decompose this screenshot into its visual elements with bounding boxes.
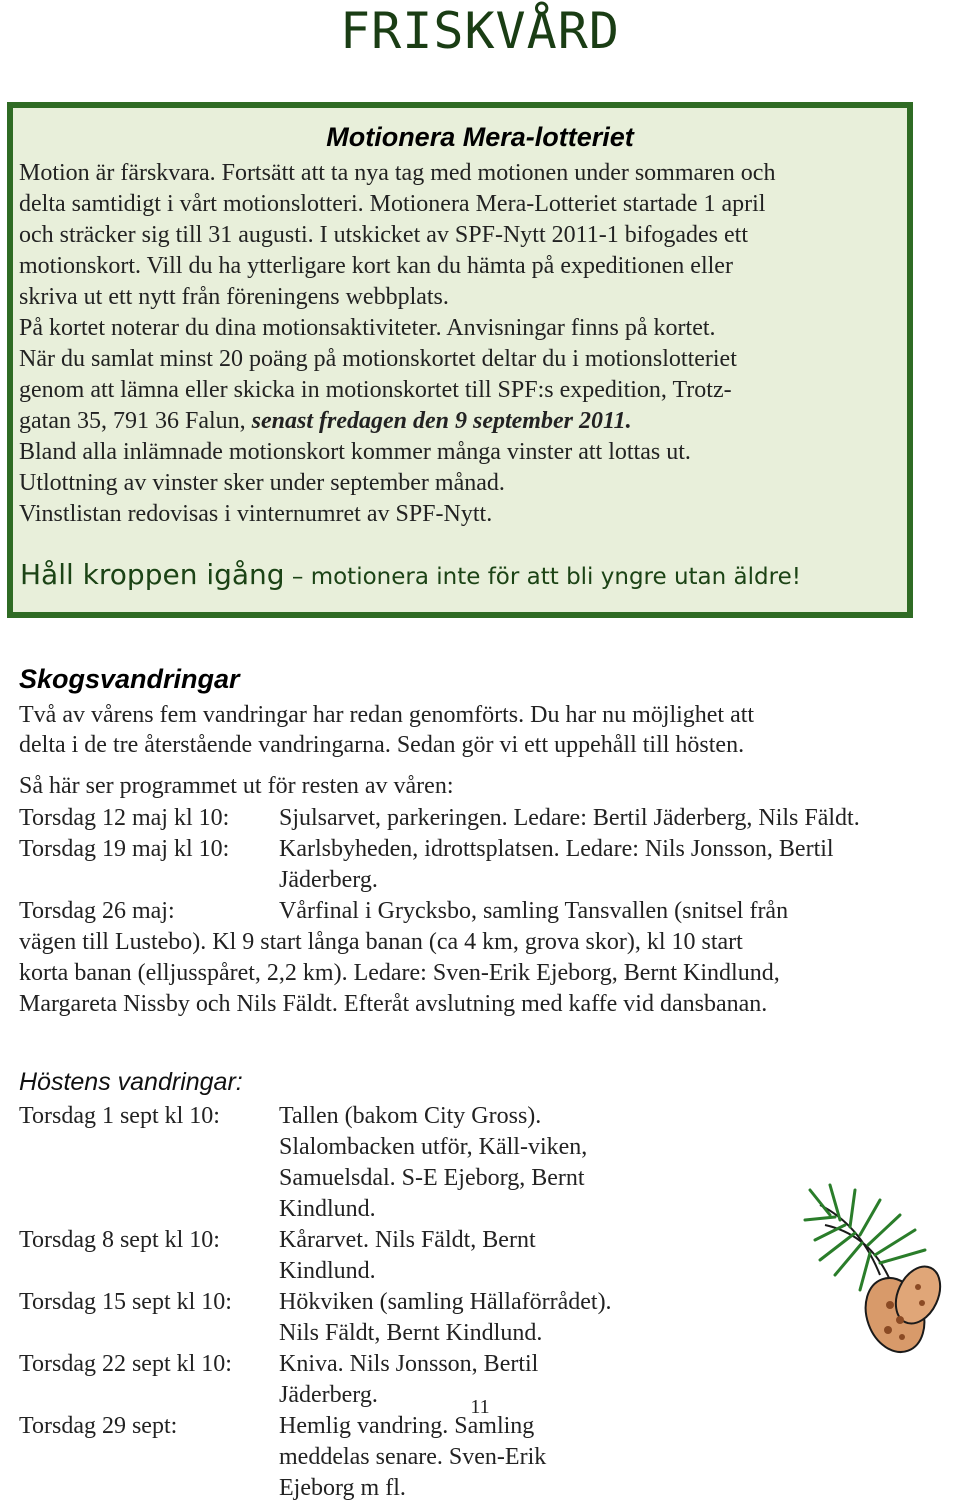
intro-line: delta i de tre återstående vandringarna. Sedan gör vi ett uppehåll till hösten. (19, 732, 745, 758)
schedule-row (19, 896, 899, 927)
schedule-date: Torsdag 8 sept kl 10: (19, 1227, 220, 1253)
lottery-line: Motion är färskvara. Fortsätt att ta nya tag med motionen under sommaren och (19, 160, 776, 186)
program-intro: Så här ser programmet ut för resten av våren: (19, 773, 454, 799)
schedule-details: Vårfinal i Grycksbo, samling Tansvallen (snitsel från (279, 898, 789, 924)
schedule-date: Torsdag 1 sept kl 10: (19, 1103, 220, 1129)
lottery-line: och sträcker sig till 31 augusti. I utskicket av SPF-Nytt 2011-1 bifogades ett (19, 222, 748, 248)
schedule-details: Karlsbyheden, idrottsplatsen. Ledare: Nils Jonsson, Bertil Jäderberg. (279, 836, 834, 893)
lottery-line: skriva ut ett nytt från föreningens webbplats. (19, 284, 449, 310)
lottery-line: delta samtidigt i vårt motionslotteri. Motionera Mera-Lotteriet startade 1 april (19, 191, 766, 217)
schedule-continuation: korta banan (elljusspåret, 2,2 km). Ledare: Sven-Erik Ejeborg, Bernt Kindlund, (19, 960, 780, 986)
lottery-heading: Motionera Mera-lotteriet (326, 122, 634, 152)
schedule-row (19, 803, 899, 834)
schedule-row (19, 1225, 619, 1287)
schedule-date: Torsdag 22 sept kl 10: (19, 1351, 232, 1377)
page-title: FRISKVÅRD (340, 2, 620, 60)
schedule-row (19, 1411, 619, 1504)
hiking-intro (19, 700, 754, 760)
pine-cone-icon (800, 1165, 950, 1360)
schedule-row (19, 834, 899, 896)
schedule-continuation: vägen till Lustebo). Kl 9 start långa banan (ca 4 km, grova skor), kl 10 start (19, 929, 743, 955)
intro-line: Två av vårens fem vandringar har redan genomförts. Du har nu möjlighet att (19, 702, 755, 728)
deadline-date: senast fredagen den 9 september 2011. (251, 408, 632, 434)
schedule-details: Kårarvet. Nils Fäldt, Bernt Kindlund. (279, 1227, 536, 1284)
schedule-continuation: Margareta Nissby och Nils Fäldt. Efteråt avslutning med kaffe vid dansbanan. (19, 991, 768, 1017)
schedule-date: Torsdag 26 maj: (19, 898, 175, 924)
schedule-date: Torsdag 15 sept kl 10: (19, 1289, 232, 1315)
schedule-details: Hökviken (samling Hällaförrådet). Nils Fäldt, Bernt Kindlund. (279, 1289, 612, 1346)
spring-schedule (19, 803, 899, 1020)
autumn-heading: Höstens vandringar: (19, 1068, 243, 1096)
lottery-line: På kortet noterar du dina motionsaktiviteter. Anvisningar finns på kortet. (19, 315, 716, 341)
lottery-line: genom att lämna eller skicka in motionskortet till SPF:s expedition, Trotz- (19, 377, 732, 403)
lottery-line: motionskort. Vill du ha ytterligare kort kan du hämta på expeditionen eller (19, 253, 733, 279)
lottery-line: Vinstlistan redovisas i vinternumret av SPF-Nytt. (19, 501, 493, 527)
lottery-body (19, 158, 899, 530)
schedule-details: Hemlig vandring. Samling meddelas senare. Sven-Erik Ejeborg m fl. (279, 1413, 547, 1501)
lottery-line: Utlottning av vinster sker under september månad. (19, 470, 505, 496)
deadline-prefix: gatan 35, 791 36 Falun, (19, 408, 252, 434)
hiking-heading: Skogsvandringar (19, 664, 240, 694)
slogan-emphasis: Håll kroppen igång (20, 558, 285, 591)
autumn-schedule (19, 1101, 619, 1504)
page-number: 11 (470, 1396, 490, 1418)
schedule-date: Torsdag 29 sept: (19, 1413, 178, 1439)
slogan-rest: – motionera inte för att bli yngre utan äldre! (284, 564, 801, 590)
schedule-date: Torsdag 12 maj kl 10: (19, 805, 230, 831)
lottery-slogan (20, 558, 801, 591)
schedule-date: Torsdag 19 maj kl 10: (19, 836, 230, 862)
lottery-line: Bland alla inlämnade motionskort kommer många vinster att lottas ut. (19, 439, 691, 465)
lottery-deadline-line (19, 406, 899, 437)
lottery-line: När du samlat minst 20 poäng på motionskortet deltar du i motionslotteriet (19, 346, 737, 372)
schedule-row (19, 1287, 619, 1349)
schedule-details: Sjulsarvet, parkeringen. Ledare: Bertil Jäderberg, Nils Fäldt. (279, 805, 860, 831)
schedule-details: Tallen (bakom City Gross). Slalombacken utför, Käll-viken, Samuelsdal. S-E Ejeborg, Bernt Kindlund. (279, 1103, 588, 1222)
schedule-details: Kniva. Nils Jonsson, Bertil Jäderberg. (279, 1351, 539, 1408)
schedule-row (19, 1101, 619, 1225)
